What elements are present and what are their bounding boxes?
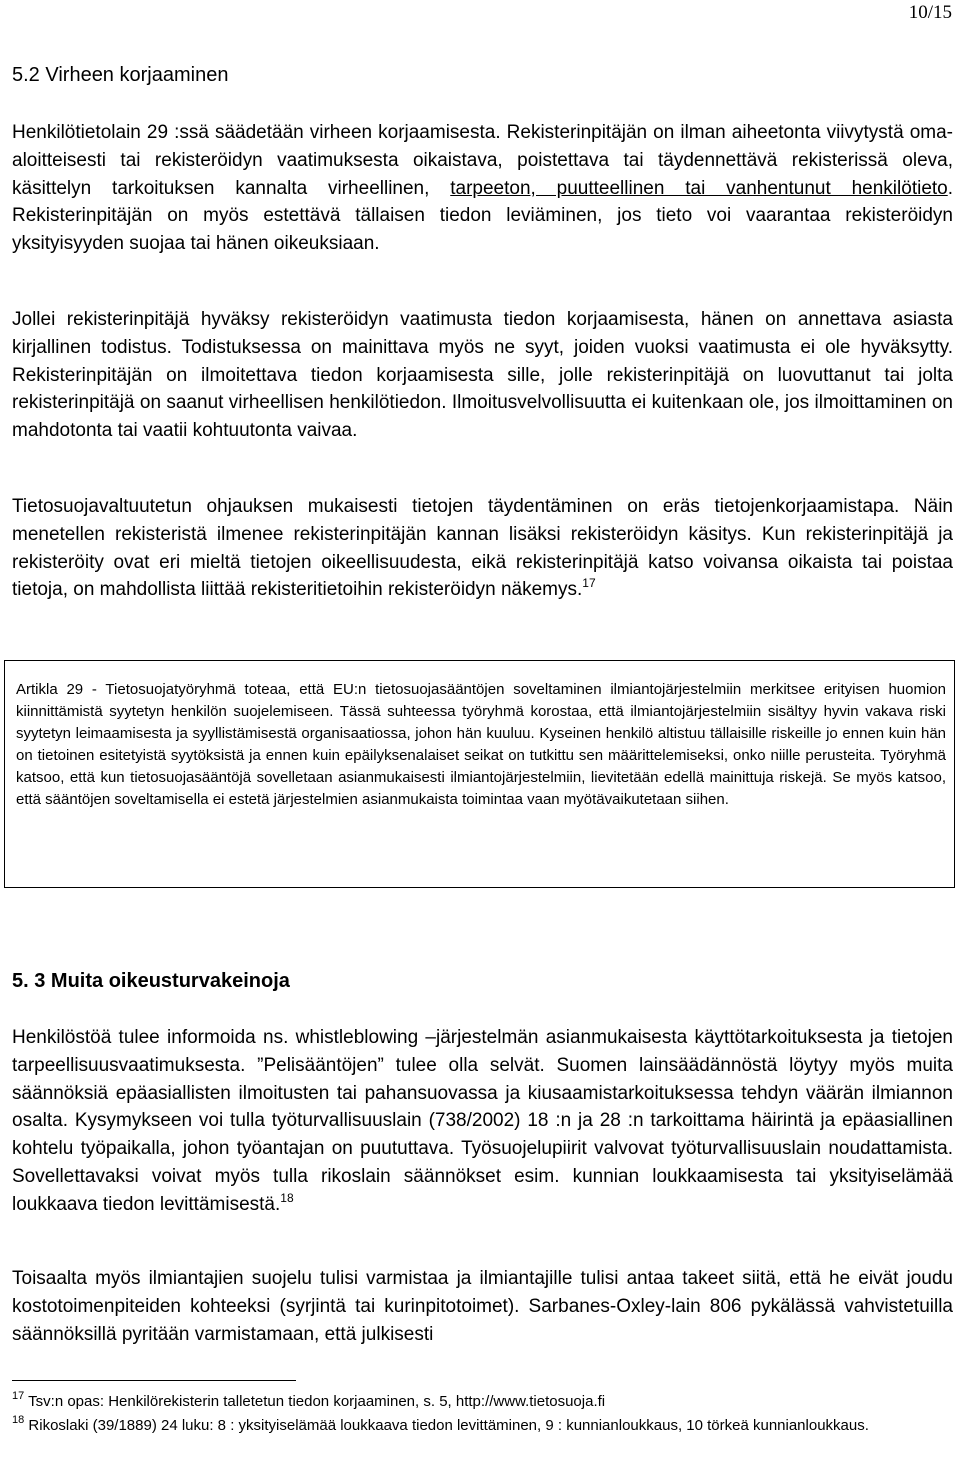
footnote-number: 18 [12, 1414, 25, 1426]
footnote-text: Rikoslaki (39/1889) 24 luku: 8 : yksityiselämää loukkaava tiedon levittäminen, 9 : kunnianloukkaus, 10 törkeä kunnianloukkaus. [28, 1417, 869, 1434]
footnote-number: 17 [12, 1390, 25, 1402]
paragraph-todistus: Jollei rekisterinpitäjä hyväksy rekisteröidyn vaatimusta tiedon korjaamisesta, hänen on annettava asiasta kirjallinen todistus. Todistuksessa on mainittava myös ne syyt, joiden vuoksi vaatimusta ei ole hyväksytty. Rekisterinpitäjän on ilmoitettava tiedon korjaamisesta sille, jolle rekisterinpitäjä on luovuttanut tai jolta rekisterinpitäjä on saanut virheellisen henkilötiedon. Ilmoitusvelvollisuutta ei kuitenkaan ole, jos ilmoittaminen on mahdotonta tai vaatii kohtuutonta vaivaa. [12, 309, 953, 442]
paragraph-whistleblowing [12, 1024, 953, 1219]
footnote-17 [12, 1392, 953, 1412]
section-title-5-3: 5. 3 Muita oikeusturvakeinoja [12, 970, 290, 992]
paragraph-text: Henkilötietolain 29 :ssä säädetään virheen korjaamisesta. Rekisterinpitäjän on ilman aiheetonta viivytystä oma-aloitteisesti tai rekisteröidyn vaatimuksesta oikaistava, poistettava tai täydennettävä rekisterissä oleva, käsittelyn tarkoituksen kannalta virheellinen, [12, 122, 953, 199]
article-29-text: Artikla 29 - Tietosuojatyöryhmä toteaa, että EU:n tietosuojasääntöjen soveltaminen ilmiantojärjestelmiin merkitsee erityisen huomion kiinnittämistä syytetyn henkilön suojelemiseen. Tässä suhteessa työryhmä korostaa, että ilmiantojärjestelmiin sisältyy hyvin vakava riski syytetyn leimaamisesta ja syyllistämisestä organisaatiossa, johon hän kuuluu. Kyseinen henkilö altistuu tällaisille riskeille jo ennen kuin hän on tietoinen esitetyistä syytöksistä ja ennen kuin epäilyksenalaiset seikat on tutkittu sen määrittelemiseksi, onko niille perusteita. Työryhmä katsoo, että kun tietosuojasääntöjä sovelletaan asianmukaisesti ilmiantojärjestelmiin, lievitetään edellä mainittuja riskejä. Se myös katsoo, että sääntöjen soveltamisella ei estetä järjestelmien asianmukaista toimintaa vaan myötävaikutetaan siihen. [16, 681, 946, 808]
footnote-ref-18[interactable]: 18 [280, 1190, 294, 1205]
paragraph-virheen-korjaaminen [12, 119, 953, 258]
footnote-divider [12, 1380, 296, 1381]
footnote-text: Tsv:n opas: Henkilörekisterin talletetun tiedon korjaaminen, s. 5, http://www.tietosuoja.fi [28, 1393, 606, 1410]
paragraph-tietojen-taydentaminen [12, 493, 953, 604]
page-number: 10/15 [908, 2, 952, 23]
underlined-text: tarpeeton, puutteellinen tai vanhentunut henkilötieto [450, 177, 948, 199]
paragraph-ilmiantajien-suojelu: Toisaalta myös ilmiantajien suojelu tulisi varmistaa ja ilmiantajille tulisi antaa takeet siitä, että he eivät joudu kostotoimenpiteiden kohteeksi (syrjintä tai kurinpitotoimet). Sarbanes-Oxley-lain 806 pykälässä vahvistetuilla säännöksillä pyritään varmistamaan, että julkisesti [12, 1268, 953, 1345]
footnote-ref-17[interactable]: 17 [582, 576, 596, 591]
article-29-box [4, 660, 955, 888]
footnote-18 [12, 1416, 953, 1436]
paragraph-text: Tietosuojavaltuutetun ohjauksen mukaisesti tietojen täydentäminen on eräs tietojenkorjaamistapa. Näin menetellen rekisteristä ilmenee rekisterinpitäjän kannan lisäksi rekisteröidyn käsitys. Kun rekisterinpitäjä ja rekisteröity ovat eri mieltä tietojen oikeellisuudesta, eikä rekisterinpitäjä katso voivansa oikaista tai poistaa tietoja, on mahdollista liittää rekisteritietoihin rekisteröidyn näkemys. [12, 496, 953, 601]
paragraph-text: Henkilöstöä tulee informoida ns. whistleblowing –järjestelmän asianmukaisesta käyttötarkoituksesta ja tietojen tarpeellisuusvaatimuksesta. ”Pelisääntöjen” tulee olla selvät. Suomen lainsäädännöstä löytyy myös muita säännöksiä epäasiallisten ilmoitusten tai pahansuovassa ja kiusaamistarkoituksessa tehdyn väärän ilmiannon osalta. Kysymykseen voi tulla työturvallisuuslain (738/2002) 18 :n ja 28 :n tarkoittama häirintä ja epäasiallinen kohtelu työpaikalla, johon työantajan on puututtava. Työsuojelupiirit valvovat työturvallisuuslain noudattamista. Sovellettavaksi voivat myös tulla rikoslain säännökset esim. kunnian loukkaamisesta tai yksityiselämää loukkaava tiedon levittämisestä. [12, 1027, 953, 1215]
section-title-5-2: 5.2 Virheen korjaaminen [12, 64, 229, 86]
paragraph-text: . Rekisterinpitäjän on myös estettävä tällaisen tiedon leviäminen, jos tieto voi vaarantaa rekisteröidyn yksityisyyden suojaa tai hänen oikeuksiaan. [12, 177, 954, 255]
